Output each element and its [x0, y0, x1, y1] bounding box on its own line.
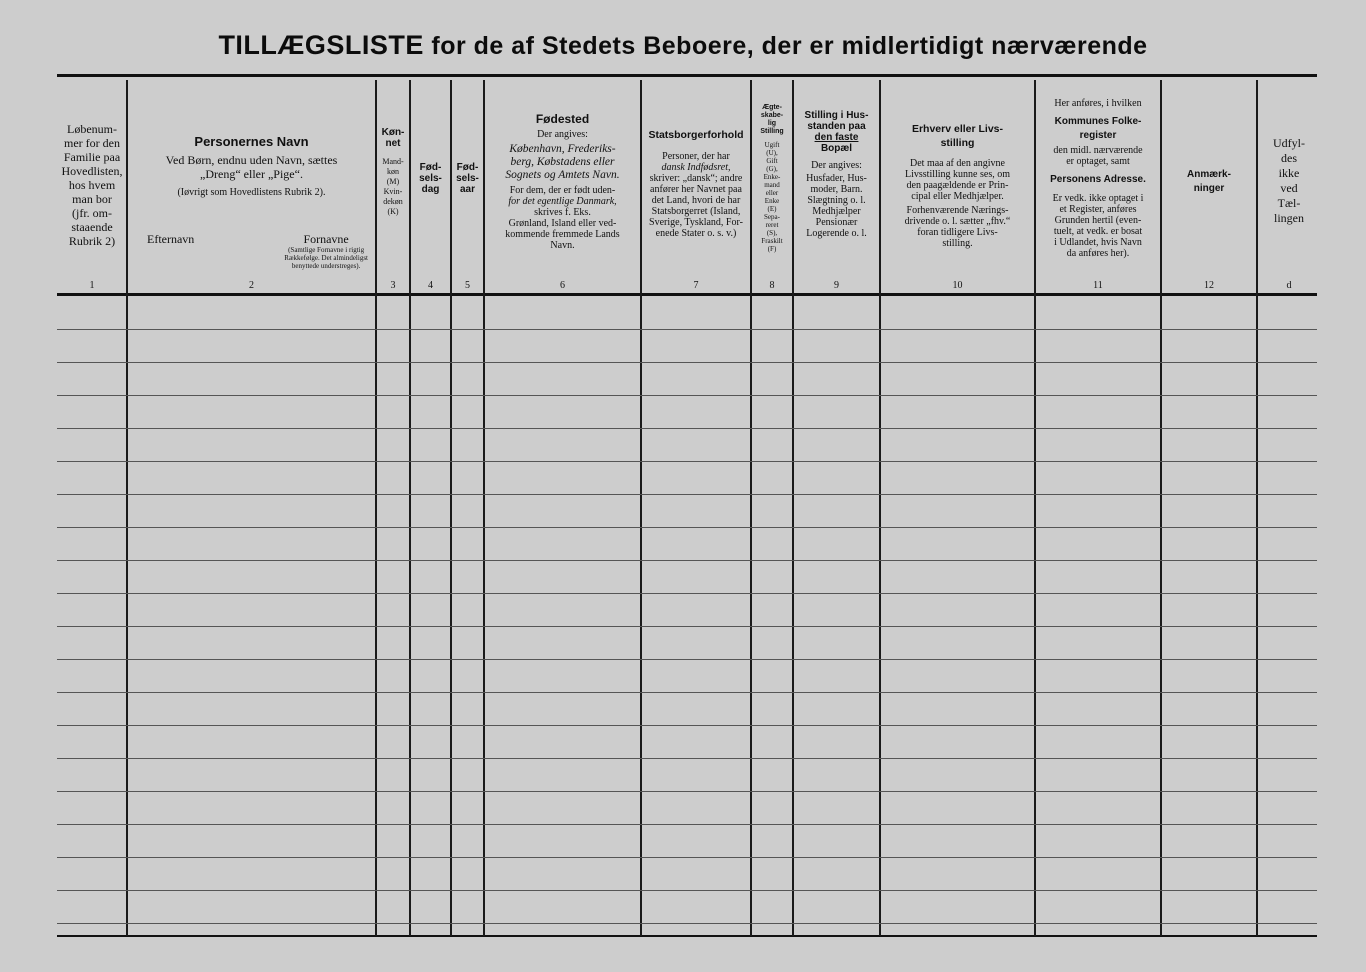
row-rule — [57, 824, 1317, 825]
col8-text: (U), — [766, 149, 778, 157]
col8-heading: Stilling — [760, 128, 784, 135]
row-rule — [57, 362, 1317, 363]
col10-heading: Erhverv eller Livs- — [911, 123, 1004, 135]
header-col-9 — [794, 82, 879, 292]
header-col-7 — [642, 82, 750, 292]
col6-italic: Sognets og Amtets Navn. — [505, 169, 620, 181]
column-number: 2 — [249, 280, 254, 291]
col11-text1: er optaget, samt — [1066, 156, 1130, 167]
row-rule — [57, 725, 1317, 726]
col2-fornavne-note: benyttede understreges). — [291, 262, 361, 270]
col8-text: (S), — [766, 229, 778, 237]
col6-text: kommende fremmede Lands — [505, 229, 620, 240]
cold-line: ved — [1280, 181, 1298, 195]
col11-heading: Kommunes Folke- — [1054, 116, 1142, 127]
header-col-6 — [485, 82, 640, 292]
col7-text: dansk Indfødsret, — [661, 162, 731, 173]
col1-line: man bor — [72, 192, 112, 206]
row-rule — [57, 692, 1317, 693]
row-rule — [57, 857, 1317, 858]
col10-text: drivende o. l. sætter „fhv.“ — [904, 216, 1011, 227]
col2-heading: Personernes Navn — [194, 134, 309, 149]
col2-note: (Iøvrigt som Hovedlistens Rubrik 2). — [177, 187, 326, 198]
header-col-5 — [452, 82, 483, 292]
column-number: 5 — [465, 280, 470, 291]
row-rule — [57, 791, 1317, 792]
col8-text: Ugift — [764, 141, 780, 149]
cold-line: lingen — [1274, 211, 1304, 225]
cold-line: Udfyl- — [1273, 136, 1305, 150]
col8-text: (F) — [767, 245, 777, 253]
column-number: 10 — [952, 280, 963, 291]
column-number: 11 — [1093, 280, 1103, 291]
col2-fornavne-note: (Samtlige Fornavne i rigtig — [288, 246, 365, 254]
col7-text: Statsborgerret (Island, — [651, 206, 741, 217]
col6-text: For dem, der er født uden- — [509, 185, 616, 196]
col3-text: køn — [387, 167, 399, 176]
header-col-4 — [411, 82, 450, 292]
col1-line: Løbenum- — [67, 122, 117, 136]
row-rule — [57, 461, 1317, 462]
col7-text: skriver: „dansk“; andre — [649, 173, 743, 184]
header-col-3 — [377, 82, 409, 292]
col2-fornavne: Fornavne — [303, 232, 349, 246]
header-col-10 — [881, 82, 1034, 292]
col11-text2: tuelt, at vedk. er bosat — [1053, 226, 1143, 237]
col10-text: Livsstilling kunne ses, om — [905, 169, 1010, 180]
col1-line: hos hvem — [68, 178, 116, 192]
column-number: 12 — [1204, 280, 1214, 291]
row-rule — [57, 527, 1317, 528]
col8-text: eller — [765, 189, 779, 197]
row-rule — [57, 494, 1317, 495]
row-rule — [57, 593, 1317, 594]
col7-text: anfører her Navnet paa — [650, 184, 742, 195]
form-title-main: TILLÆGSLISTE — [218, 30, 424, 60]
column-number: 1 — [89, 280, 95, 291]
col9-text: Medhjælper — [812, 206, 861, 217]
col11-heading2: Personens Adresse. — [1050, 174, 1146, 185]
col3-text: Kvin- — [383, 187, 403, 196]
header-col-2 — [128, 82, 375, 292]
column-number: d — [1286, 280, 1292, 291]
header-top-rule — [57, 74, 1317, 77]
col7-text: enede Stater o. s. v.) — [655, 228, 737, 239]
col6-italic: København, Frederiks- — [509, 143, 616, 155]
col3-heading: Køn- — [381, 127, 405, 138]
col8-text: (E) — [767, 205, 777, 213]
col3-text: Mand- — [382, 157, 404, 166]
col3-text: dekøn — [383, 197, 403, 206]
col6-heading: Fødested — [535, 112, 590, 126]
row-rule — [57, 626, 1317, 627]
col10-text: Det maa af den angivne — [910, 158, 1005, 169]
col9-heading: den faste — [814, 132, 859, 143]
form-title — [0, 30, 1366, 61]
col8-text: Sepa- — [764, 213, 780, 221]
col8-text: Gift — [766, 157, 778, 165]
col9-text: Logerende o. l. — [806, 228, 867, 239]
col6-text: Navn. — [550, 240, 575, 251]
col7-text: det Land, hvori de har — [651, 195, 741, 206]
header-col-11 — [1036, 82, 1160, 292]
col10-text: den paagældende er Prin- — [906, 180, 1009, 191]
col7-heading: Statsborgerforhold — [648, 129, 744, 141]
header-bottom-rule — [57, 293, 1317, 296]
col8-text: (G), — [766, 165, 778, 173]
header-col-12 — [1162, 82, 1256, 292]
col10-heading: stilling — [940, 137, 975, 149]
col11-text1: den midl. nærværende — [1053, 145, 1143, 156]
col3-text: (M) — [386, 177, 400, 186]
form-title-rest: for de af Stedets Beboere, der er midlertidigt nærværende — [431, 32, 1148, 60]
col11-text2: da anføres her). — [1066, 248, 1130, 259]
cold-line: ikke — [1278, 166, 1300, 180]
col1-line: staaende — [71, 220, 113, 234]
col1-line: (jfr. om- — [72, 206, 112, 220]
col7-text: Sverige, Tyskland, For- — [649, 217, 743, 228]
col9-text: Pensionær — [815, 217, 858, 228]
col9-text: moder, Barn. — [810, 184, 863, 195]
col10-text: stilling. — [942, 238, 973, 249]
row-rule — [57, 923, 1317, 924]
col12-heading: Anmærk- — [1187, 169, 1231, 180]
row-rule — [57, 329, 1317, 330]
col1-line: mer for den — [64, 136, 120, 150]
col9-heading: Stilling i Hus- — [804, 110, 869, 121]
row-rule — [57, 395, 1317, 396]
header-col-d — [1258, 82, 1320, 292]
col2-text: Ved Børn, endnu uden Navn, sættes — [165, 153, 338, 167]
col9-heading: standen paa — [807, 121, 866, 132]
col6-sub: Der angives: — [537, 129, 588, 140]
column-number: 8 — [769, 280, 775, 291]
column-number: 7 — [693, 280, 699, 291]
header-col-1 — [57, 82, 127, 292]
row-rule — [57, 659, 1317, 660]
column-number: 3 — [390, 280, 396, 291]
col1-line: Rubrik 2) — [68, 234, 116, 248]
col5-heading: aar — [459, 184, 475, 195]
col10-text: Forhenværende Nærings- — [906, 205, 1009, 216]
col6-italic: berg, Købstadens eller — [510, 156, 615, 168]
col2-text: „Dreng“ eller „Pige“. — [200, 167, 303, 181]
cold-line: Tæl- — [1277, 196, 1301, 210]
col1-line: Hovedlisten, — [61, 164, 123, 178]
column-number: 6 — [560, 280, 565, 291]
col9-text: Der angives: — [811, 160, 862, 171]
col8-text: Fraskilt — [761, 237, 783, 245]
col9-text: Slægtning o. l. — [807, 195, 866, 206]
col4-heading: dag — [421, 184, 440, 195]
col10-text: cipal eller Medhjælper. — [911, 191, 1004, 202]
col6-text: Grønland, Island eller ved- — [508, 218, 617, 229]
col8-heading: Ægte- — [762, 104, 782, 111]
col8-text: mand — [764, 181, 780, 189]
col4-heading: Fød- — [419, 162, 442, 173]
col8-text: Enke — [764, 197, 780, 205]
col11-heading: register — [1079, 130, 1117, 141]
col8-heading: lig — [767, 120, 777, 127]
col7-text: Personer, der har — [662, 151, 730, 162]
column-number: 9 — [834, 280, 839, 291]
col12-heading: ninger — [1193, 183, 1225, 194]
col11-text2: Grunden hertil (even- — [1054, 215, 1142, 226]
row-rule — [57, 890, 1317, 891]
col11-text2: et Register, anføres — [1059, 204, 1137, 215]
col9-heading: Bopæl — [820, 143, 853, 154]
col11-pre: Her anføres, i hvilken — [1054, 98, 1142, 109]
col6-text: skrives f. Eks. — [534, 207, 591, 218]
row-rule — [57, 560, 1317, 561]
col3-heading: net — [385, 138, 401, 149]
row-rule — [57, 428, 1317, 429]
col2-fornavne-note: Rækkefølge. Det almindeligst — [284, 254, 368, 262]
col3-text: (K) — [387, 207, 399, 216]
col5-heading: Fød- — [456, 162, 479, 173]
col2-efternavn: Efternavn — [147, 232, 195, 246]
col4-heading: sels- — [419, 173, 442, 184]
col8-heading: skabe- — [760, 112, 784, 119]
table-bottom-rule — [57, 935, 1317, 937]
col11-text2: Er vedk. ikke optaget i — [1052, 193, 1144, 204]
header-col-8 — [752, 82, 792, 292]
col6-text: for det egentlige Danmark, — [508, 196, 617, 207]
col9-text: Husfader, Hus- — [806, 173, 867, 184]
col5-heading: sels- — [456, 173, 479, 184]
col8-text: reret — [765, 221, 779, 229]
col10-text: foran tidligere Livs- — [917, 227, 998, 238]
col11-text2: i Udlandet, hvis Navn — [1054, 237, 1142, 248]
col1-line: Familie paa — [63, 150, 121, 164]
row-rule — [57, 758, 1317, 759]
column-number: 4 — [428, 280, 433, 291]
col8-text: Enke- — [763, 173, 781, 181]
cold-line: des — [1281, 151, 1297, 165]
